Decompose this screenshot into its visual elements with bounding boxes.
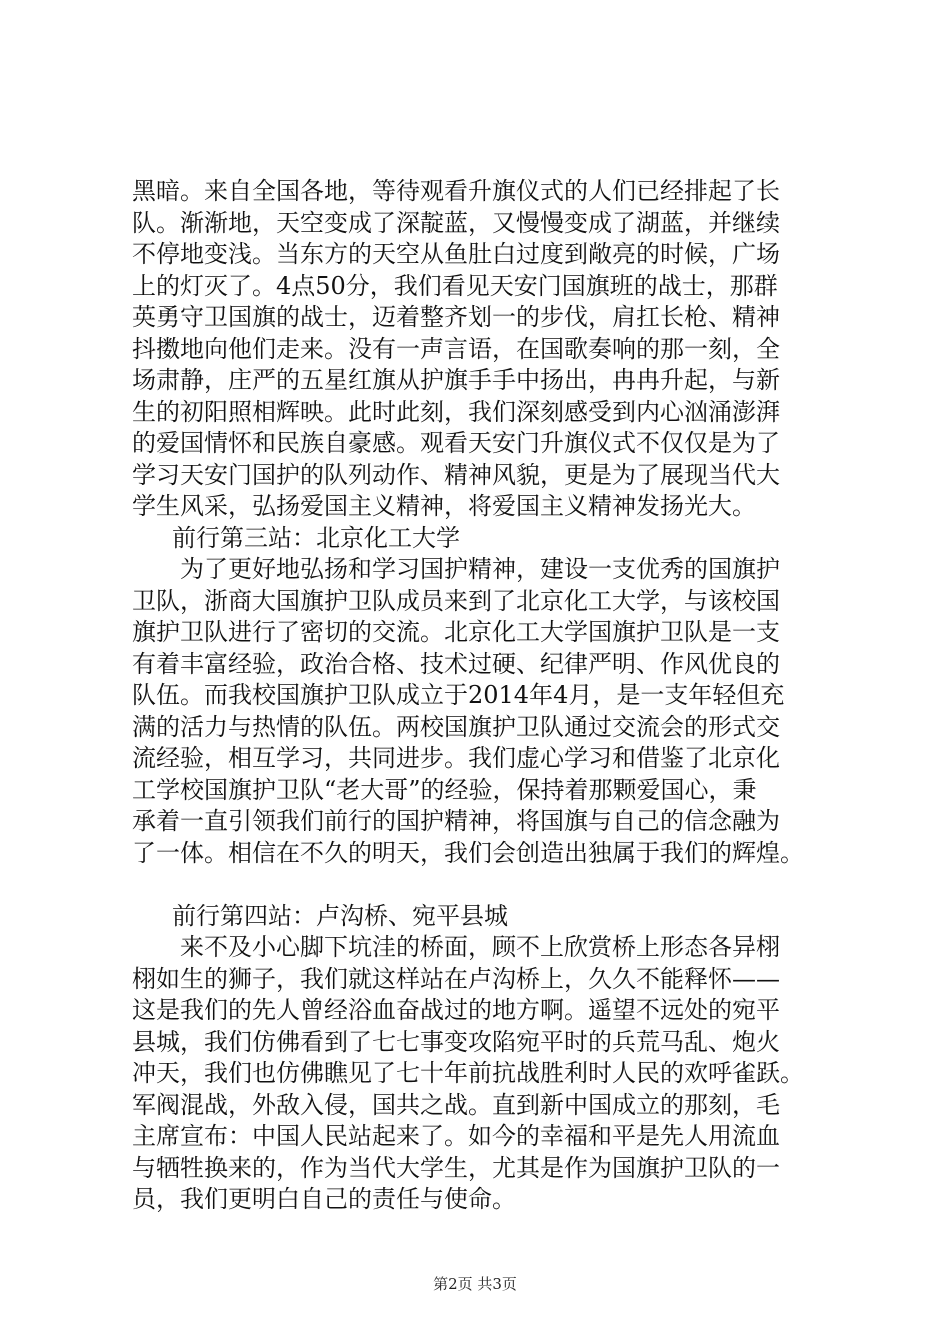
text-line: 来不及小心脚下坑洼的桥面，顾不上欣赏桥上形态各异栩 bbox=[180, 933, 780, 961]
section-third-stop bbox=[132, 523, 844, 870]
section-heading: 前行第三站：北京化工大学 bbox=[172, 523, 460, 552]
paragraph-flag-raising bbox=[132, 176, 844, 523]
text-line: 不停地变浅。当东方的天空从鱼肚白过度到敞亮的时候，广场 bbox=[132, 240, 780, 268]
text-line: 栩如生的狮子，我们就这样站在卢沟桥上，久久不能释怀—— bbox=[132, 964, 780, 993]
text-line: 主席宣布：中国人民站起来了。如今的幸福和平是先人用流血 bbox=[132, 1122, 780, 1150]
text-line: 有着丰富经验，政治合格、技术过硬、纪律严明、作风优良的 bbox=[132, 649, 780, 678]
text-line: 流经验，相互学习，共同进步。我们虚心学习和借鉴了北京化 bbox=[132, 744, 780, 772]
text-line: 为了更好地弘扬和学习国护精神，建设一支优秀的国旗护 bbox=[180, 555, 780, 583]
text-line: 英勇守卫国旗的战士，迈着整齐划一的步伐，肩扛长枪、精神 bbox=[132, 303, 780, 331]
section-heading: 前行第四站：卢沟桥、宛平县城 bbox=[172, 901, 508, 930]
text-line: 这是我们的先人曾经浴血奋战过的地方啊。遥望不远处的宛平 bbox=[132, 996, 780, 1024]
text-line: 生的初阳照相辉映。此时此刻，我们深刻感受到内心汹涌澎湃 bbox=[132, 397, 780, 426]
text-line: 工学校国旗护卫队“老大哥”的经验，保持着那颗爱国心，秉 bbox=[132, 775, 757, 804]
text-line: 学习天安门国护的队列动作、精神风貌，更是为了展现当代大 bbox=[132, 460, 780, 489]
document-body bbox=[132, 176, 844, 1216]
text-line: 队伍。而我校国旗护卫队成立于2014年4月，是一支年轻但充 bbox=[132, 681, 785, 709]
text-line: 满的活力与热情的队伍。两校国旗护卫队通过交流会的形式交 bbox=[132, 712, 780, 741]
text-line: 冲天，我们也仿佛瞧见了七十年前抗战胜利时人民的欢呼雀跃。 bbox=[132, 1059, 804, 1087]
text-line: 黑暗。来自全国各地，等待观看升旗仪式的人们已经排起了长 bbox=[132, 177, 780, 205]
text-line: 承着一直引领我们前行的国护精神，将国旗与自己的信念融为 bbox=[132, 807, 780, 835]
text-line: 旗护卫队进行了密切的交流。北京化工大学国旗护卫队是一支 bbox=[132, 618, 780, 646]
text-line: 的爱国情怀和民族自豪感。观看天安门升旗仪式不仅仅是为了 bbox=[132, 429, 780, 457]
text-line: 员，我们更明白自己的责任与使命。 bbox=[132, 1185, 516, 1213]
text-line: 队。渐渐地，天空变成了深靛蓝，又慢慢变成了湖蓝，并继续 bbox=[132, 208, 780, 237]
text-line: 军阀混战，外敌入侵，国共之战。直到新中国成立的那刻，毛 bbox=[132, 1090, 780, 1119]
text-line: 场肃静，庄严的五星红旗从护旗手手中扬出，冉冉升起，与新 bbox=[132, 366, 780, 394]
text-line: 县城，我们仿佛看到了七七事变攻陷宛平时的兵荒马乱、炮火 bbox=[132, 1027, 780, 1056]
text-line: 上的灯灭了。4点50分，我们看见天安门国旗班的战士，那群 bbox=[132, 271, 778, 300]
text-line: 与牺牲换来的，作为当代大学生，尤其是作为国旗护卫队的一 bbox=[132, 1153, 780, 1182]
text-line: 抖擞地向他们走来。没有一声言语，在国歌奏响的那一刻，全 bbox=[132, 334, 780, 363]
text-line: 了一体。相信在不久的明天，我们会创造出独属于我们的辉煌。 bbox=[132, 838, 804, 867]
page-footer bbox=[0, 1274, 950, 1294]
page-indicator: 第2页 共3页 bbox=[433, 1275, 517, 1293]
text-line: 卫队，浙商大国旗护卫队成员来到了北京化工大学，与该校国 bbox=[132, 586, 780, 615]
text-line: 学生风采，弘扬爱国主义精神，将爱国主义精神发扬光大。 bbox=[132, 492, 756, 520]
section-fourth-stop bbox=[132, 901, 844, 1216]
paragraph-spacer bbox=[132, 869, 844, 901]
